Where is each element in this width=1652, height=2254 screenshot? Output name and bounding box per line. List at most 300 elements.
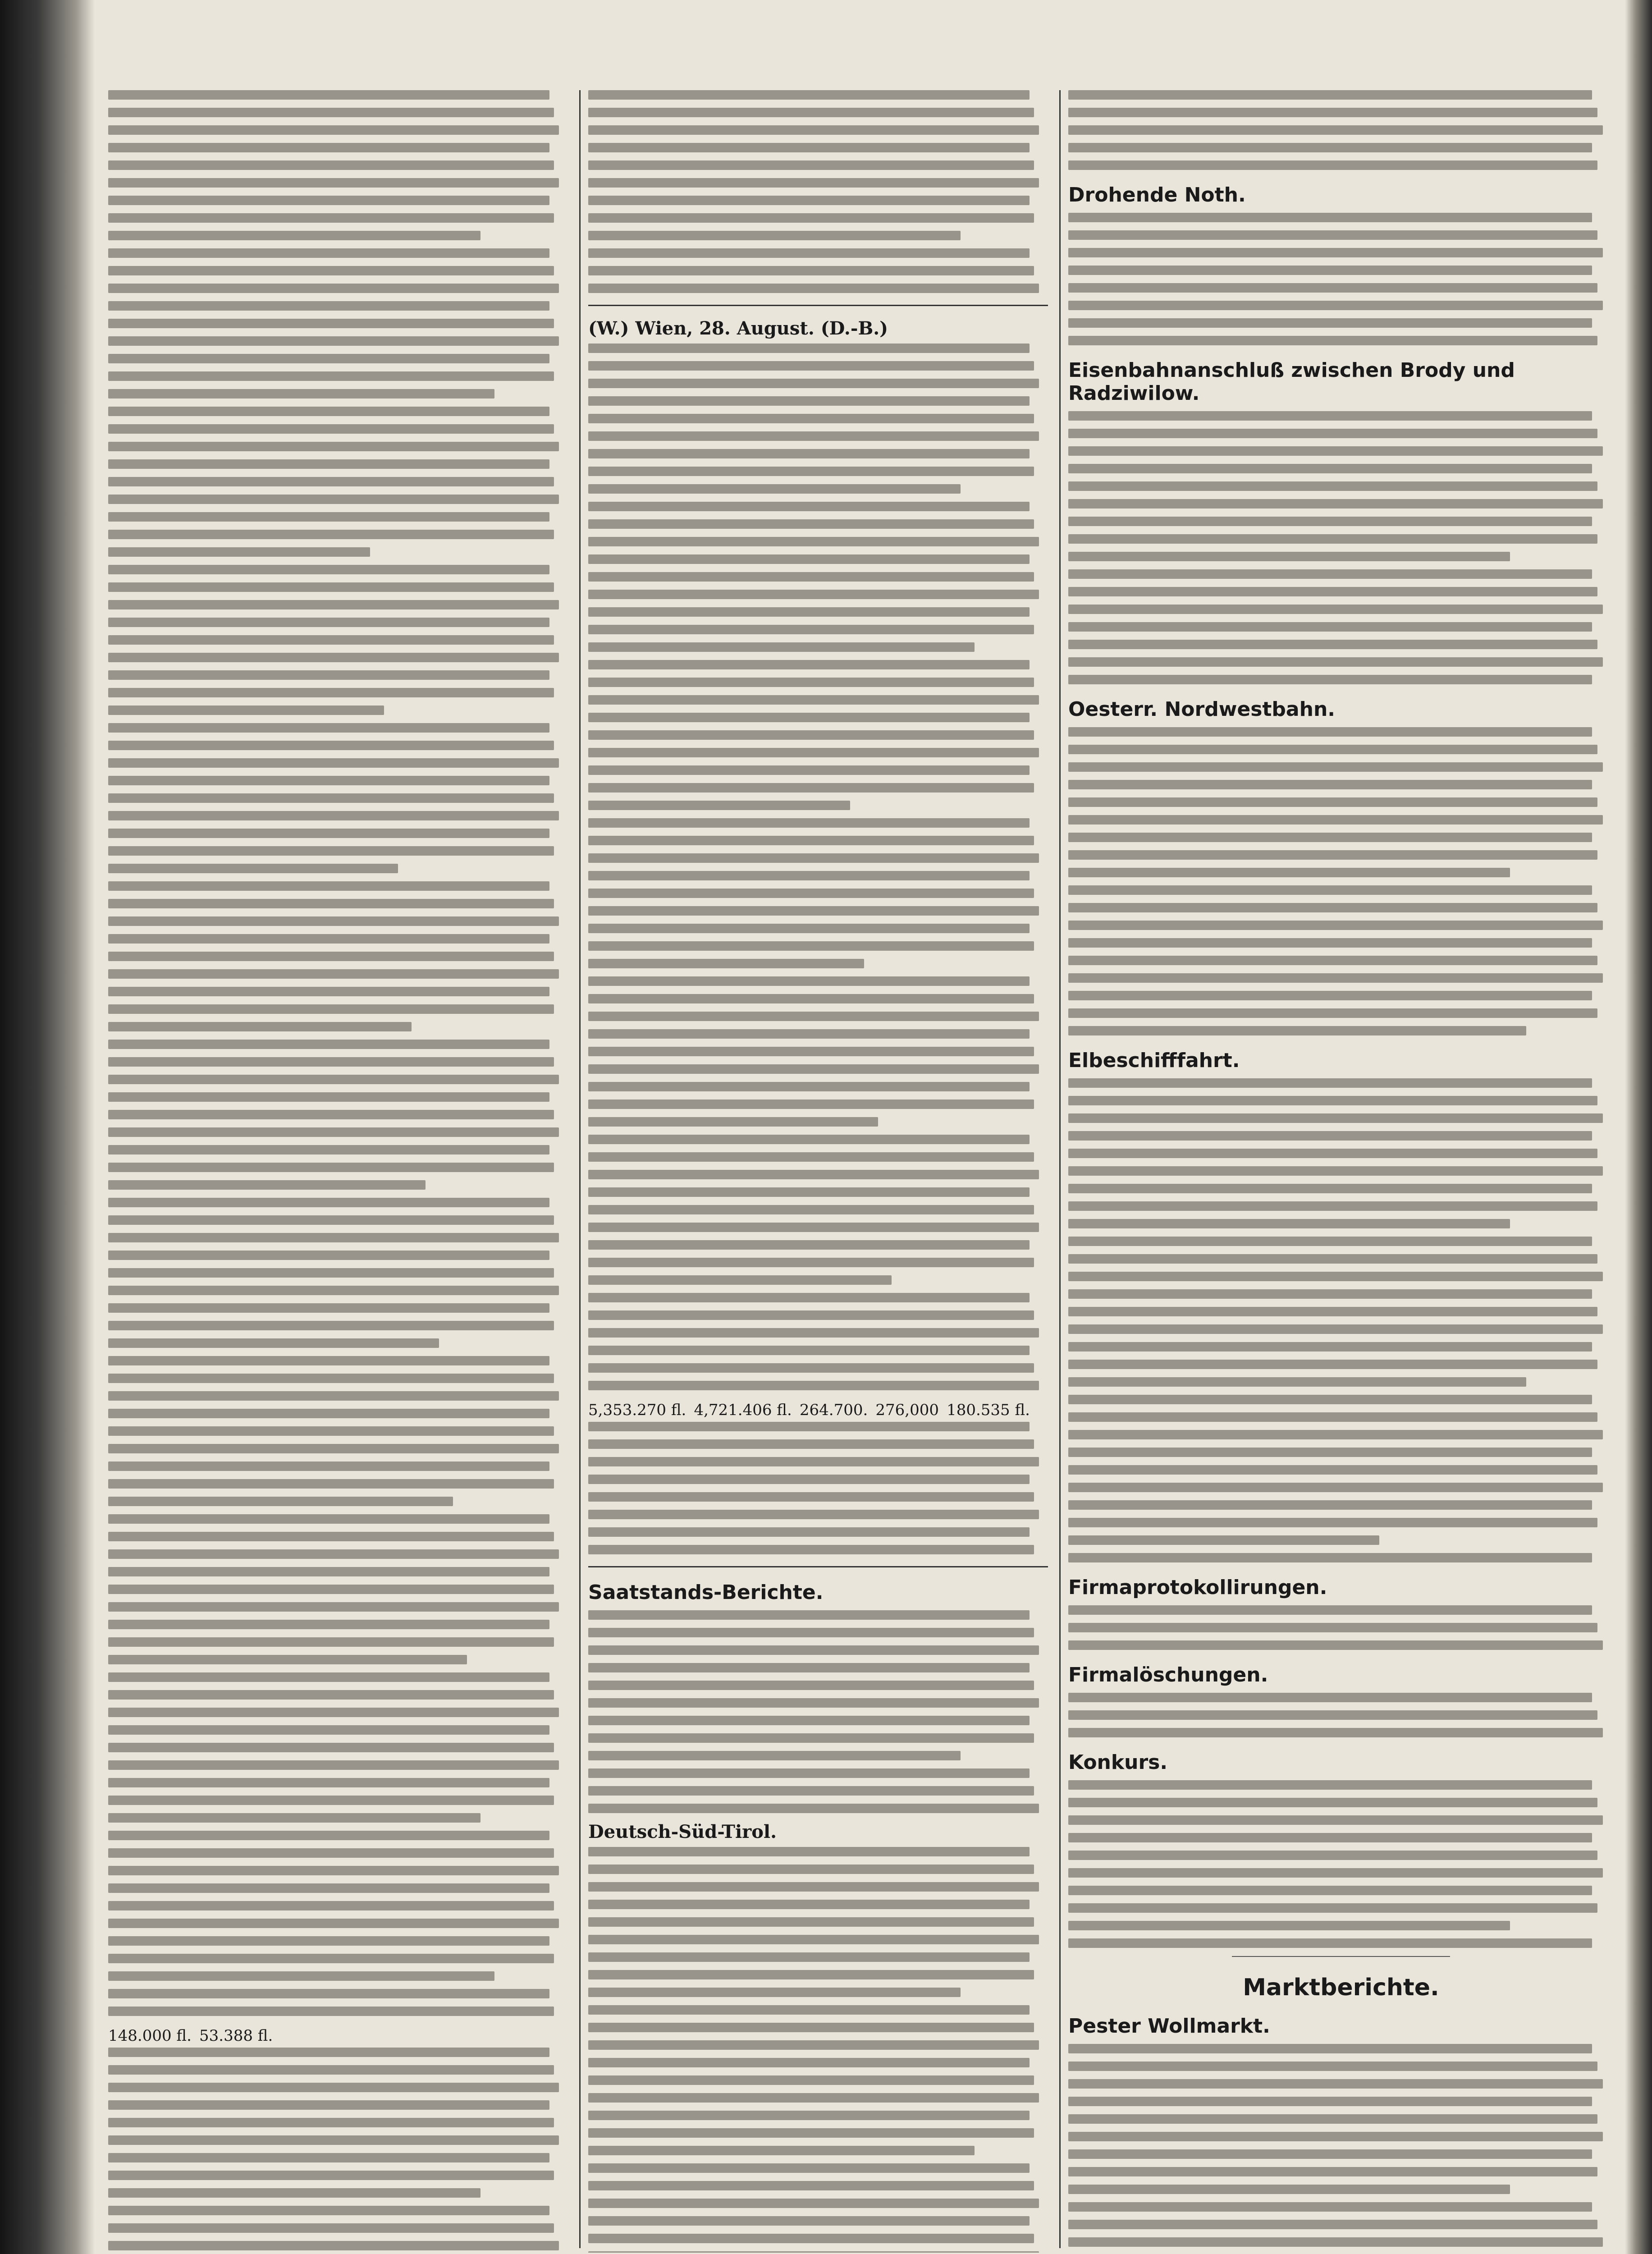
- text-line: [108, 1268, 554, 1278]
- text-line: [108, 2083, 559, 2092]
- text-line: [108, 530, 554, 539]
- text-line: [108, 1919, 559, 1928]
- text-line: [1068, 1921, 1510, 1930]
- text-line: [1068, 1623, 1597, 1632]
- text-line: [1068, 283, 1597, 293]
- text-line: [588, 678, 1034, 687]
- text-line: [588, 836, 1034, 845]
- text-line: [108, 723, 549, 733]
- text-line: [108, 125, 559, 135]
- text-line: [108, 1883, 549, 1893]
- text-line: [1068, 991, 1592, 1000]
- text-line: [1068, 850, 1597, 860]
- text-line: [108, 2188, 480, 2198]
- text-line: [588, 1681, 1034, 1690]
- text-line: [108, 1901, 554, 1910]
- text-line: [588, 1012, 1039, 1021]
- text-line: [1068, 1518, 1597, 1527]
- text-line: [588, 1275, 892, 1285]
- body-text-block: [1068, 213, 1614, 345]
- body-text-block: [588, 344, 1048, 1390]
- text-line: [108, 1743, 554, 1752]
- text-line: [108, 987, 549, 996]
- text-line: [1068, 1078, 1592, 1088]
- text-line: [588, 1047, 1034, 1056]
- text-line: [588, 1917, 1034, 1927]
- text-line: [108, 899, 554, 908]
- section-heading: Firmalöschungen.: [1068, 1663, 1268, 1686]
- text-line: [108, 1040, 549, 1049]
- text-line: [588, 607, 1030, 617]
- text-line: [588, 379, 1039, 388]
- text-line: [588, 1510, 1039, 1519]
- text-line: [108, 1233, 559, 1242]
- text-line: [108, 952, 554, 961]
- text-line: [1068, 622, 1592, 632]
- text-line: [108, 371, 554, 381]
- text-line: [108, 1180, 426, 1190]
- text-line: [1068, 1342, 1592, 1351]
- column-2: [588, 90, 1048, 2253]
- scan-edge-left: [0, 0, 95, 2254]
- text-line: [588, 554, 1030, 564]
- text-line: [588, 160, 1034, 170]
- text-line: [588, 1698, 1039, 1708]
- text-line: [1068, 143, 1592, 152]
- text-line: [588, 1187, 1030, 1197]
- text-line: [588, 537, 1039, 546]
- text-line: [108, 600, 559, 609]
- text-line: [108, 582, 554, 592]
- body-text-block: [1068, 2044, 1614, 2247]
- text-line: [1068, 1448, 1592, 1457]
- region-heading: Deutsch-Süd-Tirol.: [588, 1821, 777, 1842]
- text-line: [1068, 1166, 1603, 1176]
- body-text-block: [1068, 1605, 1614, 1650]
- text-line: [108, 2171, 554, 2180]
- text-line: [588, 1900, 1030, 1909]
- text-line: [588, 2181, 1034, 2190]
- text-line: [1068, 1184, 1592, 1193]
- text-line: [108, 1391, 559, 1401]
- text-line: [108, 1866, 559, 1875]
- text-line: [588, 1205, 1034, 1214]
- text-line: [108, 758, 559, 768]
- text-line: [588, 1082, 1030, 1091]
- text-line: [1068, 2114, 1597, 2124]
- text-line: [588, 1152, 1034, 1162]
- section-heading: Pester Wollmarkt.: [1068, 2015, 1270, 2038]
- text-line: [588, 396, 1030, 406]
- text-line: [1068, 1535, 1379, 1545]
- figure: 148.000 fl.: [108, 2027, 192, 2045]
- scan-edge-right: [1625, 0, 1652, 2254]
- text-line: [108, 1075, 559, 1084]
- text-line: [108, 231, 480, 240]
- text-line: [1068, 1728, 1603, 1737]
- text-line: [108, 2135, 559, 2145]
- text-line: [108, 1708, 559, 1717]
- text-line: [108, 1215, 554, 1225]
- text-line: [108, 1303, 549, 1313]
- text-line: [108, 2048, 549, 2057]
- text-line: [588, 1545, 1034, 1554]
- text-line: [108, 547, 370, 557]
- text-line: [588, 889, 1034, 898]
- market-reports-heading: Marktberichte.: [1243, 1974, 1439, 2001]
- text-line: [588, 1663, 1030, 1672]
- text-line: [1068, 517, 1592, 526]
- section-heading: Elbeschifffahrt.: [1068, 1049, 1240, 1072]
- text-line: [108, 881, 549, 891]
- text-line: [1068, 1412, 1597, 1422]
- text-line: [108, 477, 554, 486]
- text-line: [588, 361, 1034, 371]
- text-line: [108, 1585, 554, 1594]
- text-line: [1068, 956, 1597, 965]
- text-line: [108, 143, 549, 152]
- text-line: [108, 916, 559, 926]
- text-line: [108, 706, 384, 715]
- text-line: [588, 853, 1039, 863]
- text-line: [108, 1110, 554, 1119]
- text-line: [588, 1381, 1039, 1390]
- text-line: [1068, 727, 1592, 737]
- text-line: [1068, 1008, 1597, 1018]
- text-line: [108, 336, 559, 346]
- text-line: [588, 1258, 1034, 1267]
- text-line: [1068, 1201, 1597, 1211]
- text-line: [108, 389, 494, 399]
- text-line: [108, 1251, 549, 1260]
- text-line: [108, 1620, 549, 1629]
- figure: 264.700.: [799, 1401, 868, 1419]
- text-line: [588, 143, 1030, 152]
- text-line: [588, 2146, 975, 2155]
- text-line: [588, 1645, 1039, 1655]
- text-line: [1068, 1131, 1592, 1141]
- text-line: [588, 1882, 1039, 1892]
- text-line: [1068, 2097, 1592, 2106]
- text-line: [588, 1170, 1039, 1179]
- text-line: [108, 108, 554, 117]
- text-line: [588, 2216, 1030, 2226]
- text-line: [108, 1655, 467, 1664]
- text-line: [588, 1610, 1030, 1620]
- text-line: [108, 2153, 549, 2162]
- text-line: [588, 801, 850, 810]
- text-line: [1068, 868, 1510, 877]
- text-line: [588, 871, 1030, 880]
- text-line: [588, 1988, 961, 1997]
- text-line: [588, 213, 1034, 223]
- text-line: [1068, 1903, 1597, 1913]
- text-line: [108, 1479, 554, 1489]
- text-line: [588, 713, 1030, 722]
- text-line: [1068, 938, 1592, 948]
- text-line: [588, 2023, 1034, 2032]
- text-line: [1068, 1096, 1597, 1105]
- text-line: [588, 1422, 1030, 1431]
- text-line: [108, 2007, 554, 2016]
- text-line: [588, 572, 1034, 582]
- text-line: [588, 2163, 1030, 2173]
- separator: [588, 305, 1048, 306]
- text-line: [108, 2100, 549, 2110]
- text-line: [108, 284, 559, 293]
- text-line: [588, 2005, 1030, 2015]
- text-line: [1068, 534, 1597, 544]
- body-text-block: [1068, 1078, 1614, 1562]
- wien-dateline: (W.) Wien, 28. August. (D.-B.): [588, 318, 888, 339]
- body-text-block: [1068, 727, 1614, 1035]
- column-1: [108, 90, 568, 2253]
- text-line: [1068, 903, 1597, 912]
- text-line: [108, 565, 549, 574]
- text-line: [588, 125, 1039, 135]
- text-line: [1068, 1815, 1603, 1825]
- text-line: [1068, 1483, 1603, 1492]
- text-line: [1068, 780, 1592, 789]
- text-line: [588, 248, 1030, 258]
- text-line: [588, 1064, 1039, 1074]
- text-line: [588, 783, 1034, 793]
- text-line: [1068, 1693, 1592, 1702]
- text-line: [108, 969, 559, 979]
- text-line: [108, 248, 549, 258]
- text-line: [108, 670, 549, 680]
- text-line: [108, 1760, 559, 1770]
- text-line: [1068, 2220, 1597, 2229]
- separator: [588, 1566, 1048, 1567]
- text-line: [588, 1240, 1030, 1250]
- text-line: [588, 1527, 1030, 1537]
- text-line: [588, 484, 961, 494]
- text-line: [1068, 2237, 1603, 2247]
- text-line: [1068, 552, 1510, 561]
- text-line: [1068, 464, 1592, 473]
- text-line: [108, 424, 554, 434]
- text-line: [1068, 815, 1603, 825]
- text-line: [588, 2075, 1034, 2085]
- text-line: [588, 976, 1030, 986]
- text-line: [108, 319, 554, 328]
- text-line: [588, 431, 1039, 441]
- text-line: [108, 1356, 549, 1365]
- text-line: [108, 688, 554, 697]
- body-text-block: [1068, 1693, 1614, 1737]
- figure: 53.388 fl.: [199, 2027, 273, 2045]
- text-line: [108, 1497, 453, 1506]
- text-line: [588, 502, 1030, 511]
- text-line: [108, 1198, 549, 1207]
- text-line: [588, 1935, 1039, 1944]
- text-line: [588, 1457, 1039, 1466]
- text-line: [1068, 1272, 1603, 1281]
- text-line: [108, 2241, 559, 2250]
- text-line: [108, 1163, 554, 1172]
- text-line: [588, 1346, 1030, 1355]
- text-line: [1068, 1500, 1592, 1510]
- text-line: [108, 495, 559, 504]
- text-line: [588, 1100, 1034, 1109]
- text-line: [1068, 2062, 1597, 2071]
- text-line: [108, 1690, 554, 1700]
- text-line: [108, 1409, 549, 1418]
- text-line: [1068, 1710, 1597, 1720]
- body-text-block: [588, 1847, 1048, 2253]
- text-line: [1068, 833, 1592, 842]
- text-line: [1068, 429, 1597, 438]
- text-line: [588, 590, 1039, 599]
- column-rule: [1059, 90, 1061, 2248]
- text-line: [108, 1532, 554, 1541]
- text-line: [108, 213, 554, 223]
- text-line: [588, 1293, 1030, 1302]
- text-line: [1068, 2202, 1592, 2212]
- text-line: [1068, 1798, 1597, 1807]
- text-line: [1068, 657, 1603, 667]
- body-text-block: [588, 1422, 1048, 1554]
- text-line: [588, 519, 1034, 529]
- text-line: [588, 660, 1030, 669]
- text-line: [588, 1135, 1030, 1144]
- text-line: [1068, 640, 1597, 649]
- body-text-block: [1068, 1780, 1614, 1948]
- text-line: [588, 1847, 1030, 1856]
- text-line: [1068, 1324, 1603, 1334]
- text-line: [588, 1768, 1030, 1778]
- text-line: [588, 266, 1034, 275]
- text-line: [108, 1831, 549, 1840]
- text-line: [1068, 605, 1603, 614]
- text-line: [108, 1796, 554, 1805]
- text-line: [588, 818, 1030, 828]
- section-heading: Oesterr. Nordwestbahn.: [1068, 698, 1335, 721]
- text-line: [108, 1338, 439, 1348]
- column-3: [1068, 90, 1614, 2253]
- text-line: [1068, 1833, 1592, 1842]
- text-line: [108, 90, 549, 100]
- text-line: [108, 1725, 549, 1735]
- text-line: [1068, 90, 1592, 100]
- text-line: [588, 2111, 1030, 2120]
- text-line: [108, 301, 549, 311]
- text-line: [108, 1954, 554, 1963]
- text-line: [588, 1970, 1034, 1979]
- body-text-block: [1068, 411, 1614, 684]
- text-line: [108, 1374, 554, 1383]
- text-line: [108, 266, 554, 275]
- figure: 180.535 fl.: [947, 1401, 1030, 1419]
- text-line: [108, 1145, 549, 1154]
- text-line: [588, 90, 1030, 100]
- text-line: [588, 1786, 1034, 1796]
- text-line: [108, 811, 559, 820]
- text-line: [588, 1439, 1034, 1449]
- text-line: [108, 1602, 559, 1612]
- text-line: [588, 108, 1034, 117]
- text-line: [1068, 411, 1592, 421]
- text-line: [588, 994, 1034, 1003]
- text-line: [588, 1952, 1030, 1962]
- text-line: [108, 160, 554, 170]
- text-line: [108, 1321, 554, 1330]
- text-line: [1068, 230, 1597, 240]
- text-line: [588, 1716, 1030, 1725]
- text-line: [108, 1637, 554, 1647]
- section-heading: Konkurs.: [1068, 1751, 1168, 1774]
- text-line: [1068, 2132, 1603, 2141]
- text-line: [108, 459, 549, 469]
- text-line: [1068, 499, 1603, 509]
- text-line: [588, 196, 1030, 205]
- text-line: [588, 1363, 1034, 1373]
- text-line: [1068, 1219, 1510, 1228]
- body-text-block: [588, 1610, 1048, 1813]
- column-rule: [579, 90, 581, 2248]
- text-line: [108, 407, 549, 416]
- text-line: [588, 1492, 1034, 1502]
- text-line: [1068, 108, 1597, 117]
- text-line: [108, 1004, 554, 1014]
- text-line: [108, 1426, 554, 1436]
- text-line: [108, 178, 559, 188]
- text-line: [1068, 446, 1603, 456]
- text-line: [588, 344, 1030, 353]
- text-line: [588, 625, 1034, 634]
- figure: 5,353.270 fl.: [588, 1401, 686, 1419]
- text-line: [588, 906, 1039, 916]
- text-line: [108, 1057, 554, 1067]
- text-line: [1068, 1026, 1526, 1035]
- text-line: [108, 354, 549, 363]
- text-line: [588, 2199, 1039, 2208]
- text-line: [588, 1328, 1039, 1338]
- text-line: [1068, 481, 1597, 491]
- text-line: [588, 730, 1034, 740]
- text-line: [108, 1127, 559, 1137]
- section-heading: Eisenbahnanschluß zwischen Brody und Radziwilow.: [1068, 359, 1515, 405]
- text-line: [588, 414, 1034, 423]
- text-line: [108, 829, 549, 838]
- section-heading: Drohende Noth.: [1068, 183, 1246, 206]
- text-line: [1068, 921, 1603, 930]
- text-line: [588, 1475, 1030, 1484]
- text-line: [1068, 301, 1603, 310]
- text-line: [1068, 587, 1597, 596]
- text-line: [108, 635, 554, 645]
- text-line: [588, 695, 1039, 705]
- text-line: [1068, 1254, 1597, 1264]
- text-line: [108, 1514, 549, 1524]
- text-line: [588, 959, 864, 968]
- text-line: [1068, 1553, 1592, 1562]
- text-line: [108, 618, 549, 627]
- text-line: [108, 1567, 549, 1576]
- text-line: [588, 1223, 1039, 1232]
- text-line: [588, 2251, 1039, 2253]
- text-line: [588, 1865, 1034, 1874]
- text-line: [1068, 1605, 1592, 1615]
- text-line: [588, 2040, 1039, 2050]
- body-text-block: [108, 2048, 568, 2253]
- text-line: [108, 1971, 494, 1981]
- text-line: [108, 1848, 554, 1858]
- text-line: [588, 178, 1039, 188]
- text-line: [108, 1444, 559, 1453]
- text-line: [588, 2234, 1034, 2243]
